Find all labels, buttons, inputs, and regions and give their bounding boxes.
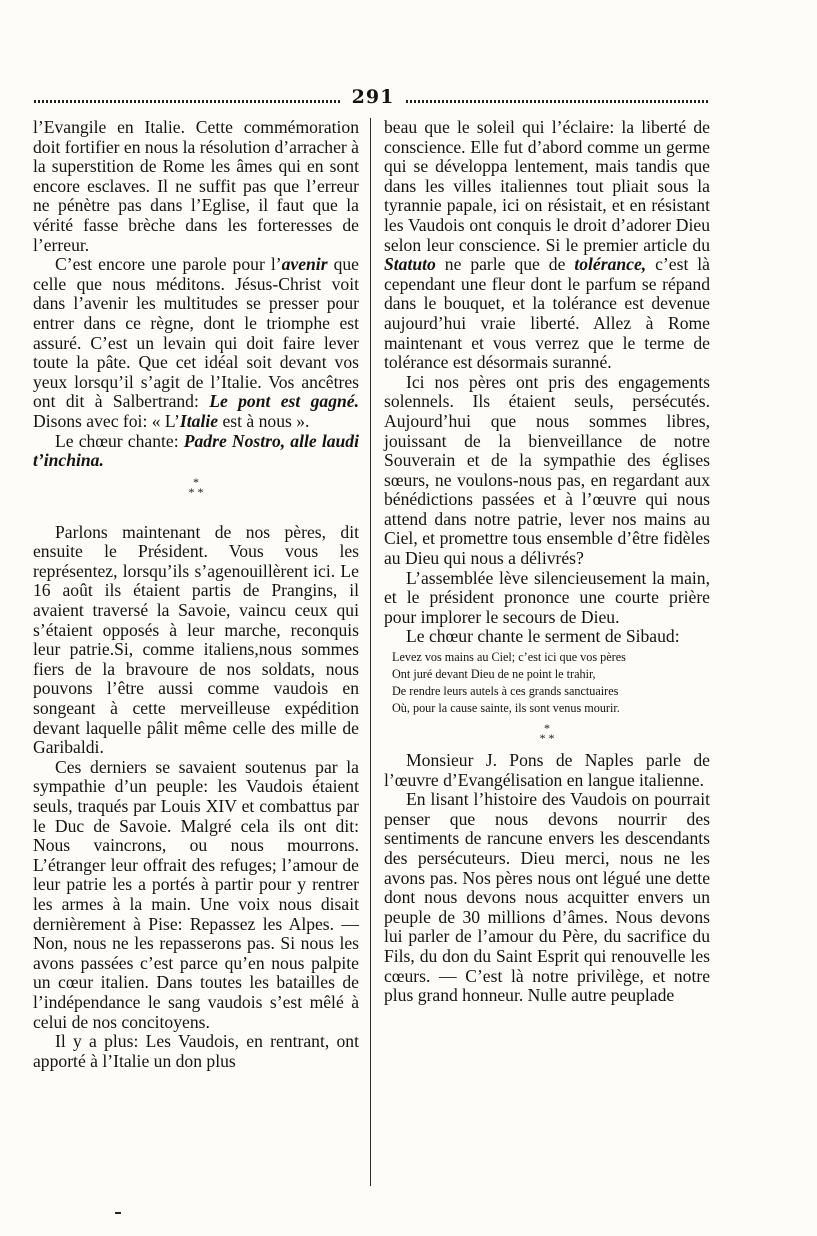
- poem-line: Où, pour la cause sainte, ils sont venus mourir.: [392, 701, 620, 716]
- paragraph: Monsieur J. Pons de Naples parle de l’œuvre d’Evangélisation en langue italienne.: [384, 750, 710, 790]
- column-divider: [370, 118, 371, 1186]
- paragraph: Ici nos pères ont pris des engagements solennels. Ils étaient seuls, persécutés. Aujourd’hui que nous sommes libres, jouissant de la bienveillance de notre Souverain et de la sympathie des églises sœurs, ne voulons-nous pas, en regardant aux bénédictions passées et à l’œuvre qui nous attend dans notre patrie, lever nos mains au Ciel, et promettre tous ensemble d’être fidèles au Dieu qui nous a délivrés?: [384, 371, 710, 569]
- left-column: [33, 118, 359, 1071]
- paragraph: C’est encore une parole pour l’avenir que celle que nous méditons. Jésus-Christ voit dans l’avenir les multitudes se presser pour entrer dans ce règne, dont le triomphe est assuré. C’est un levain qui doit faire lever toute la pâte. Que cet idéal soit devant vos yeux lorsqu’il s’agit de l’Italie. Vos ancêtres ont dit à Salbertrand: Le pont est gagné. Disons avec foi: « L’Italie est à nous ».: [33, 254, 359, 431]
- page-number: 291: [351, 86, 395, 108]
- paragraph: beau que le soleil qui l’éclaire: la liberté de conscience. Elle fut d’abord comme un germe qui se développa lentement, mais tandis que dans les villes italiennes tout pliait sous la tyrannie papale, ici on résistait, et en résistant les Vaudois ont conquis le droit d’adorer Dieu selon leur conscience. Si le premier article du Statuto ne parle que de tolérance, c’est là cependant une fleur dont le parfum se répand dans le bouquet, et la tolérance est devenue aujourd’hui vraie liberté. Allez à Rome maintenant et vous verrez que le terme de tolérance est désormais suranné.: [384, 117, 710, 373]
- emphasis: Le pont est gagné.: [209, 391, 359, 412]
- hymn-title: Padre Nostro, alle laudi t’inchina.: [33, 430, 359, 471]
- header-rule-left: [34, 100, 340, 103]
- paragraph: Le chœur chante: Padre Nostro, alle laudi t’inchina.: [33, 430, 359, 471]
- emphasis: tolérance,: [574, 254, 647, 275]
- poem: [392, 649, 710, 717]
- poem-line: Ont juré devant Dieu de ne point le trahir,: [392, 667, 596, 682]
- paragraph: Ces derniers se savaient soutenus par la sympathie d’un peuple: les Vaudois étaient seuls, traqués par Louis XIV et combattus par le Duc de Savoie. Malgré cela ils ont dit: Nous vaincrons, ou nous mourrons. L’étranger leur offrait des refuges; l’amour de leur patrie les a portés à partir pour y rentrer les armes à la main. Une voix nous disait dernièrement à Pise: Repassez les Alpes. — Non, nous ne les repasserons pas. Si nous les avons passées c’est parce qu’en nous palpite un cœur italien. Dans toutes les batailles de l’indépendance le sang vaudois s’est mêlé à celui de nos concitoyens.: [33, 756, 359, 1032]
- emphasis: Statuto: [384, 254, 436, 275]
- paragraph: Il y a plus: Les Vaudois, en rentrant, ont apporté à l’Italie un don plus: [33, 1031, 359, 1071]
- footer-mark: [115, 1212, 121, 1214]
- paragraph: En lisant l’histoire des Vaudois on pourrait penser que nous devons nourrir des sentiments de rancune envers les descendants des persécuteurs. Dieu merci, nous ne les avons pas. Nos pères nous ont légué une dette dont nous devons nous acquitter envers un peuple de 30 millions d’âmes. Nous devons lui parler de l’amour du Père, du sacrifice du Fils, du don du Saint Esprit qui renouvelle les cœurs. — C’est là notre privilège, et notre plus grand honneur. Nulle autre peuplade: [384, 789, 710, 1006]
- section-asterism: * * *: [188, 474, 204, 499]
- right-column: [384, 118, 710, 1006]
- paragraph: l’Evangile en Italie. Cette commémoration doit fortifier en nous la résolution d’arracher à la superstition de Rome les âmes qui en sont encore esclaves. Il ne suffit pas que l’erreur ne pénètre pas dans l’Eglise, il faut que la vérité fasse brèche dans les forteresses de l’erreur.: [33, 117, 359, 255]
- paragraph: Le chœur chante le serment de Sibaud:: [406, 626, 680, 647]
- poem-line: Levez vos mains au Ciel; c’est ici que vos pères: [392, 650, 626, 665]
- paragraph: Parlons maintenant de nos pères, dit ensuite le Président. Vous vous les représentez, lorsqu’ils s’agenouillèrent ici. Le 16 août ils étaient partis de Prangins, il avaient traversé la Savoie, vaincu ceux qui s’étaient opposés à leur marche, reconquis leur patrie.Si, comme italiens,nous sommes fiers de la bravoure de nos soldats, nous pouvons l’être aussi comme vaudois en songeant à cette merveilleuse expédition devant laquelle pâlit même celle des mille de Garibaldi.: [33, 521, 359, 758]
- header-rule-right: [406, 100, 710, 103]
- emphasis: avenir: [281, 254, 328, 275]
- paragraph: L’assemblée lève silencieusement la main, et le président prononce une courte prière pour implorer le secours de Dieu.: [384, 567, 710, 627]
- section-asterism: * * *: [539, 721, 555, 746]
- poem-line: De rendre leurs autels à ces grands sanctuaires: [392, 684, 619, 699]
- emphasis: Italie: [179, 410, 219, 431]
- page-header: [34, 86, 710, 110]
